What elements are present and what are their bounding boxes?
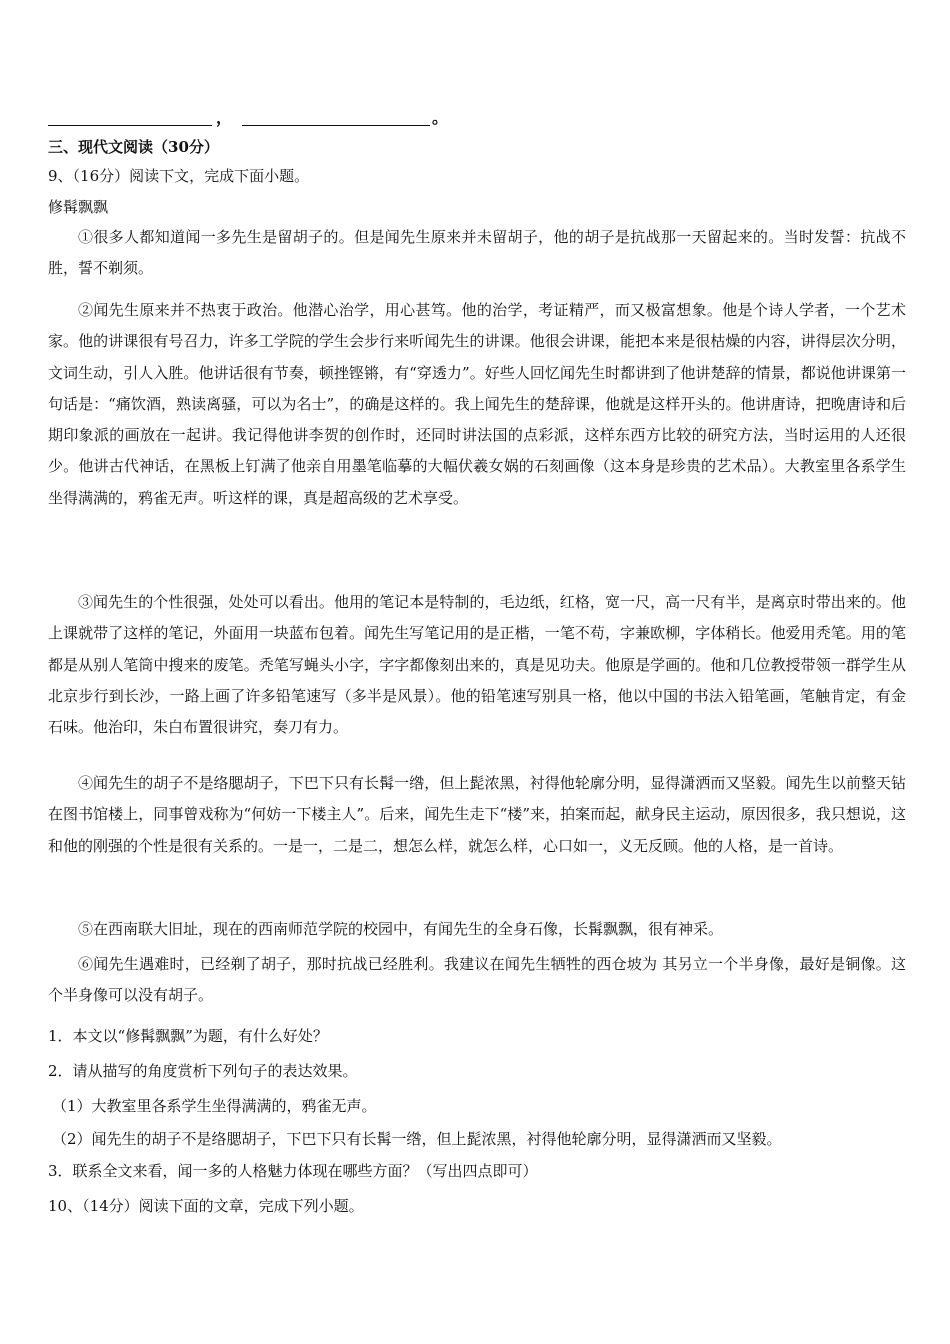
article-paragraph-2: ②闻先生原来并不热衷于政治。他潜心治学，用心甚笃。他的治学，考证精严，而又极富想象。他是个诗人学者，一个艺术家。他的讲课很有号召力，许多工学院的学生会步行来听闻先生的讲课。他很会讲课，能把本来是很枯燥的内容，讲得层次分明，文词生动，引人入胜。他讲话很有节奏，顿挫铿锵，有“穿透力”。好些人回忆闻先生时都讲到了他讲楚辞的情景，都说他讲课第一句话是：“痛饮酒，熟读离骚，可以为名士”，的确是这样的。我上闻先生的楚辞课，他就是这样开头的。他讲唐诗，把晚唐诗和后期印象派的画放在一起讲。我记得他讲李贺的创作时，还同时讲法国的点彩派，这样东西方比较的研究方法，当时运用的人还很少。他讲古代神话，在黑板上钉满了他亲自用墨笔临摹的大幅伏羲女娲的石刻画像（这本身是珍贵的艺术品）。大教室里各系学生坐得满满的，鸦雀无声。听这样的课，真是超高级的艺术享受。 <box>48 301 906 507</box>
article-paragraph-5: ⑤在西南联大旧址，现在的西南师范学院的校园中，有闻先生的全身石像，长髯飘飘，很有神采。 <box>78 920 724 938</box>
blank-separator: ， <box>216 108 233 127</box>
question-item-1: 1．本文以“修髯飘飘”为题，有什么好处？ <box>48 1027 328 1045</box>
question-item-3: 3．联系全文来看，闻一多的人格魅力体现在哪些方面？（写出四点即可） <box>48 1162 538 1180</box>
question-item-2-sub-1: （1）大教室里各系学生坐得满满的，鸦雀无声。 <box>52 1097 377 1115</box>
question-10-prompt: 10、（14分）阅读下面的文章，完成下列小题。 <box>48 1197 364 1215</box>
article-paragraph-6: ⑥闻先生遇难时，已经剃了胡子，那时抗战已经胜利。我建议在闻先生牺牲的西仓坡为 其另立一个半身像，最好是铜像。这个半身像可以没有胡子。 <box>48 955 906 1005</box>
article-title: 修髯飘飘 <box>48 198 109 216</box>
question-item-2-sub-2: （2）闻先生的胡子不是络腮胡子，下巴下只有长髯一绺，但上髭浓黑，衬得他轮廓分明，显得潇洒而又坚毅。 <box>52 1130 782 1148</box>
question-9-prompt: 9、（16分）阅读下文，完成下面小题。 <box>48 167 310 185</box>
blank-end-mark: 。 <box>432 108 449 127</box>
article-paragraph-3: ③闻先生的个性很强，处处可以看出。他用的笔记本是特制的，毛边纸，红格，宽一尺，高一尺有半，是离京时带出来的。他上课就带了这样的笔记，外面用一块蓝布包着。闻先生写笔记用的是正楷，一笔不苟，字兼欧柳，字体稍长。他爱用秃笔。用的笔都是从别人笔筒中搜来的废笔。秃笔写蝇头小字，字字都像刻出来的，真是见功夫。他原是学画的。他和几位教授带领一群学生从北京步行到长沙，一路上画了许多铅笔速写（多半是风景）。他的铅笔速写别具一格，他以中国的书法入铅笔画，笔触肯定，有金石味。他治印，朱白布置很讲究，奏刀有力。 <box>48 593 906 736</box>
article-paragraph-4: ④闻先生的胡子不是络腮胡子，下巴下只有长髯一绺，但上髭浓黑，衬得他轮廓分明，显得潇洒而又坚毅。闻先生以前整天钻在图书馆楼上，同事曾戏称为“何妨一下楼主人”。后来，闻先生走下“楼”来，拍案而起，献身民主运动，原因很多，我只想说，这和他的刚强的个性是很有关系的。一是一，二是二，想怎么样，就怎么样，心口如一，义无反顾。他的人格，是一首诗。 <box>48 774 906 855</box>
article-paragraph-1: ①很多人都知道闻一多先生是留胡子的。但是闻先生原来并未留胡子，他的胡子是抗战那一天留起来的。当时发誓：抗战不胜，誓不剃须。 <box>48 228 906 278</box>
question-item-2: 2．请从描写的角度赏析下列句子的表达效果。 <box>48 1062 358 1080</box>
answer-blank-1[interactable] <box>48 125 212 126</box>
section-heading: 三、现代文阅读（30分） <box>48 138 219 156</box>
answer-blank-line <box>48 104 448 126</box>
answer-blank-2[interactable] <box>242 125 430 126</box>
